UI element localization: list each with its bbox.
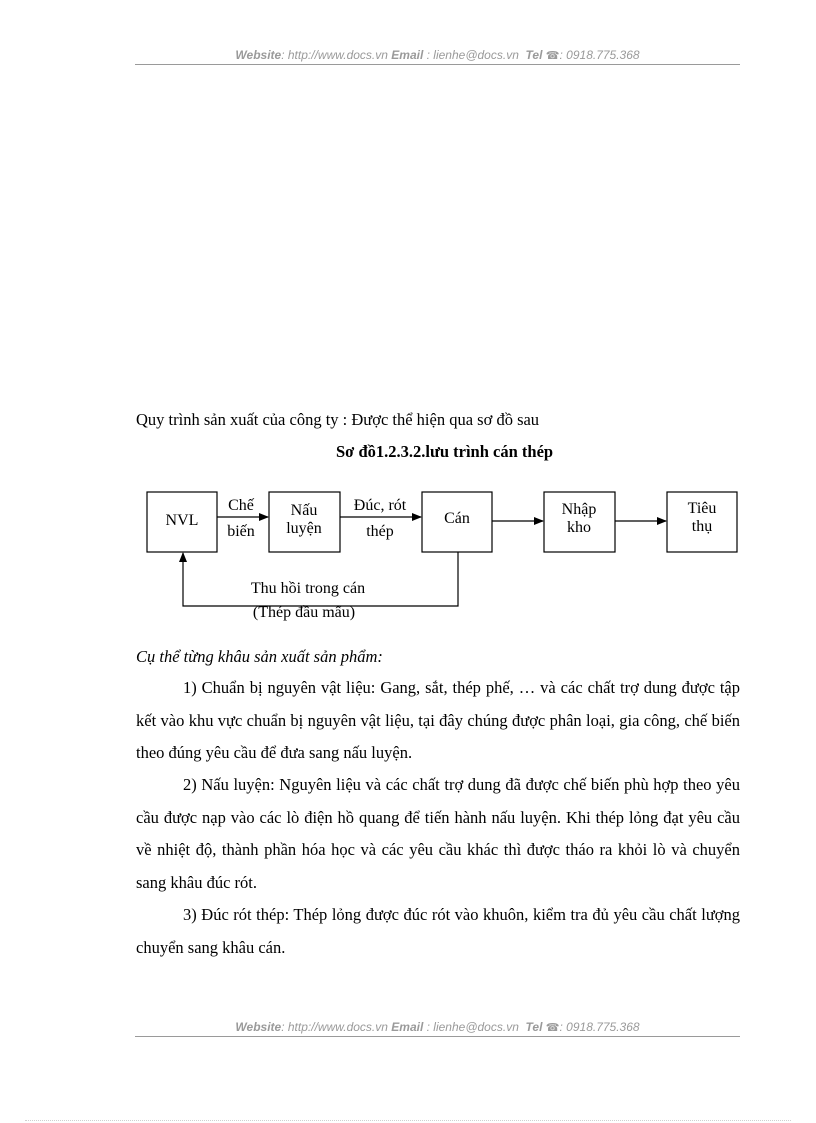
process-flow-diagram <box>140 480 750 625</box>
node-nau-luyen-label-1: Nấu <box>290 502 318 519</box>
header-tel-value: : 0918.775.368 <box>559 48 640 62</box>
node-tieu-thu-label-2: thụ <box>691 518 713 535</box>
footer-email-link[interactable]: : lienhe@docs.vn <box>423 1020 519 1034</box>
edge-thu-hoi-label-2: (Thép đầu mẩu) <box>252 604 356 621</box>
node-tieu-thu-label-1: Tiêu <box>687 500 717 517</box>
footer-website-label: Website <box>235 1020 282 1034</box>
edge-duc-rot-label-1: Đúc, rót <box>353 497 407 514</box>
phone-icon: ☎ <box>545 1022 560 1034</box>
intro-text: Quy trình sản xuất của công ty : Được thể hiện qua sơ đồ sau <box>136 410 540 429</box>
page-footer <box>135 1020 740 1037</box>
page-header <box>135 48 740 65</box>
header-website-label: Website <box>235 48 282 62</box>
edge-che-bien-label-2: biến <box>227 523 255 540</box>
edge-thu-hoi-label-1: Thu hồi trong cán <box>250 580 366 597</box>
node-can-label: Cán <box>444 510 470 527</box>
page-bottom-divider <box>25 1120 791 1121</box>
header-tel-label: Tel <box>525 48 543 62</box>
footer-website-link[interactable]: : http://www.docs.vn <box>281 1020 388 1034</box>
node-nvl-label: NVL <box>165 512 199 529</box>
header-email-label: Email <box>391 48 424 62</box>
node-nhap-kho-label-2: kho <box>567 519 591 536</box>
node-nhap-kho-label-1: Nhập <box>561 501 597 518</box>
footer-tel-label: Tel <box>525 1020 543 1034</box>
header-email-link[interactable]: : lienhe@docs.vn <box>423 48 519 62</box>
paragraph-step-1: 1) Chuẩn bị nguyên vật liệu: Gang, sắt, thép phế, … và các chất trợ dung được tập kết vào khu vực chuẩn bị nguyên vật liệu, tại đây chúng được phân loại, gia công, chế biến theo đúng yêu cầu để đưa sang nấu luyện. <box>136 678 740 762</box>
section-heading: Cụ thể từng khâu sản xuất sản phẩm: <box>136 647 383 666</box>
arrow-feedback-loop <box>183 552 458 606</box>
phone-icon: ☎ <box>545 50 560 62</box>
header-website-link[interactable]: : http://www.docs.vn <box>281 48 388 62</box>
diagram-title: Sơ đồ1.2.3.2.lưu trình cán thép <box>336 442 554 461</box>
edge-duc-rot-label-2: thép <box>366 523 394 540</box>
edge-che-bien-label-1: Chế <box>228 497 254 514</box>
footer-tel-value: : 0918.775.368 <box>559 1020 640 1034</box>
paragraph-step-3: 3) Đúc rót thép: Thép lỏng được đúc rót vào khuôn, kiểm tra đủ yêu cầu chất lượng chuyển sang khâu cán. <box>136 905 740 957</box>
footer-email-label: Email <box>391 1020 424 1034</box>
node-nau-luyen-label-2: luyện <box>286 520 322 537</box>
paragraph-step-2: 2) Nấu luyện: Nguyên liệu và các chất trợ dung đã được chế biến phù hợp theo yêu cầu được nạp vào các lò điện hồ quang để tiến hành nấu luyện. Khi thép lỏng đạt yêu cầu về nhiệt độ, thành phần hóa học và các yêu cầu khác thì được tháo ra khỏi lò và chuyển sang khâu đúc rót. <box>136 775 740 892</box>
